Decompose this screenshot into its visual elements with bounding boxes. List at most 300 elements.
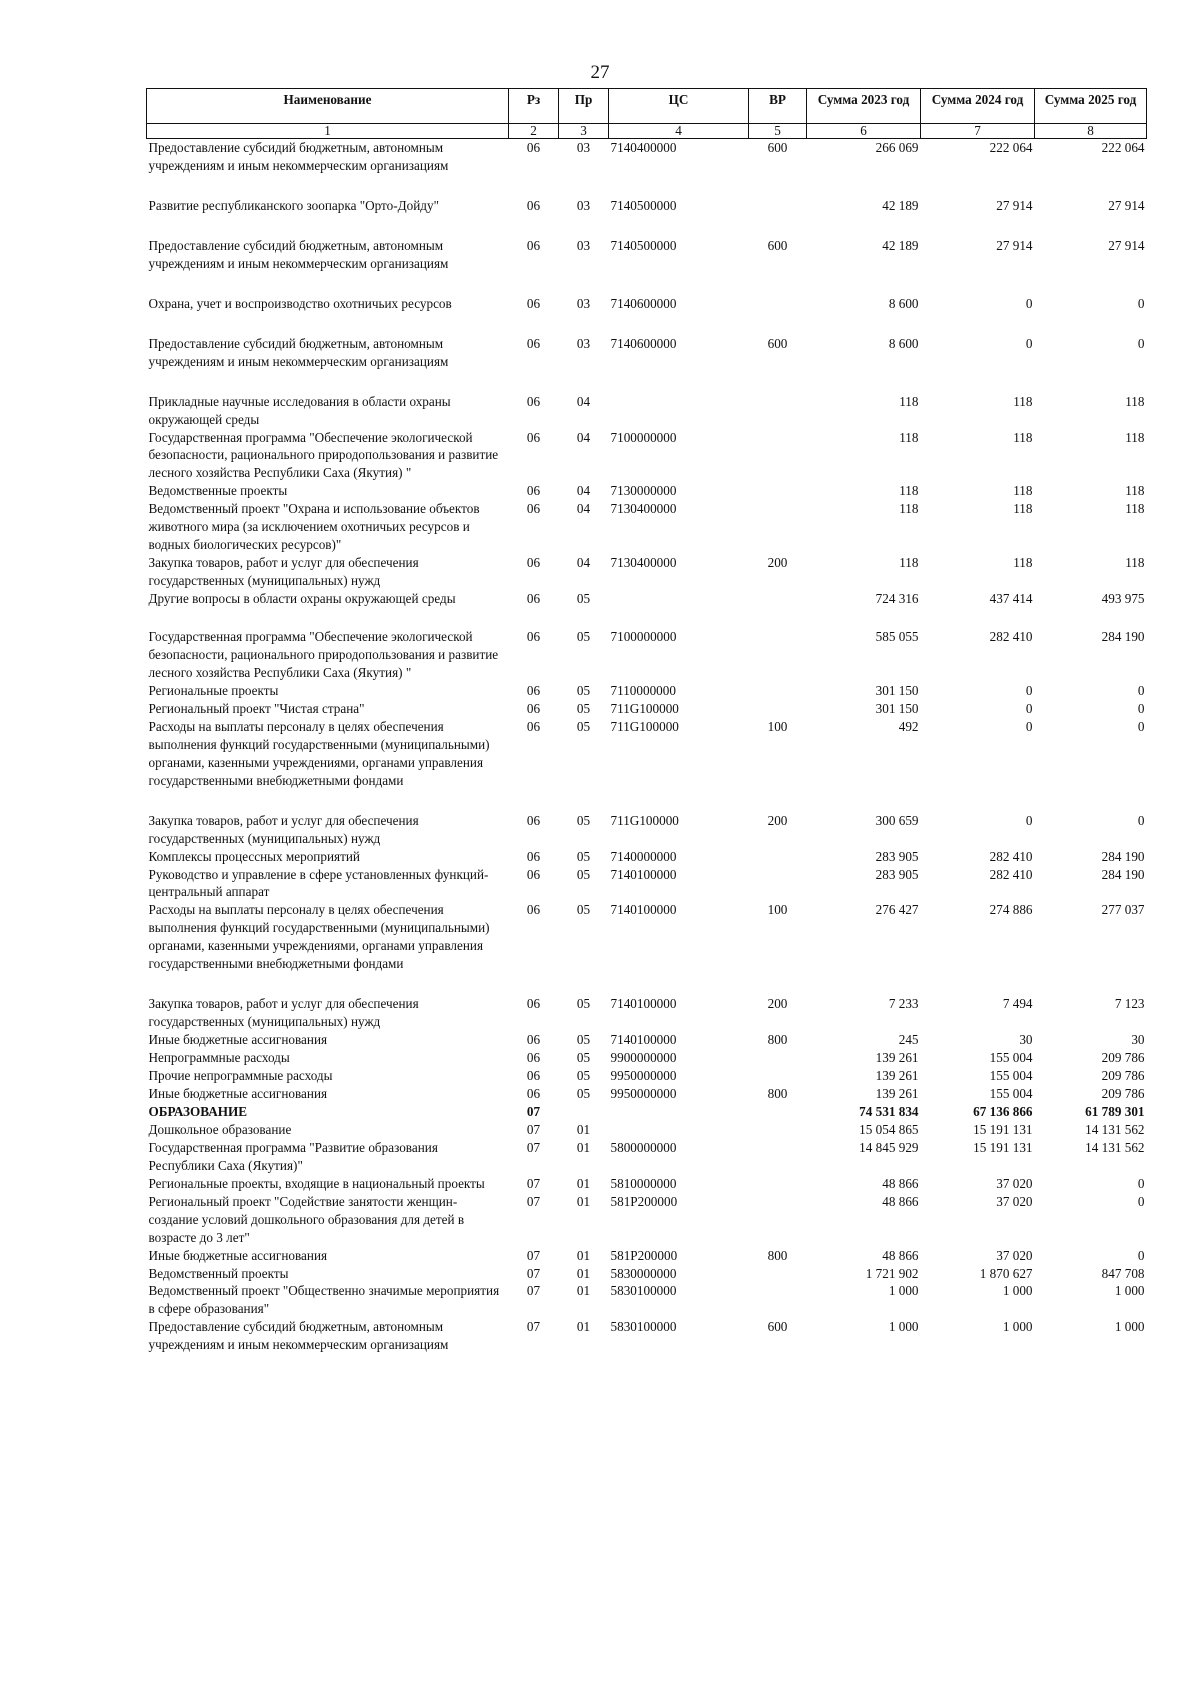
row-vr [749,482,807,500]
row-pr: 05 [576,1085,591,1101]
row-vr: 100 [767,902,788,918]
row-rz: 06 [526,1032,541,1048]
row-name: Развитие республиканского зоопарка "Орто-Дойду" [148,197,439,213]
table-row [147,1121,1147,1139]
row-cs: 7140100000 [610,866,677,882]
row-sum-2024: 282 410 [989,848,1033,864]
table-row [147,500,1147,554]
page-number: 27 [590,62,610,83]
row-sum-2025: 0 [1137,1247,1145,1263]
table-row [147,197,1147,237]
row-cs: 7140000000 [610,848,677,864]
row-name: Иные бюджетные ассигнования [148,1032,328,1048]
row-sum-2024: 0 [1025,682,1033,698]
table-body [147,139,1147,1355]
row-rz: 07 [526,1103,541,1119]
row-cs: 5830100000 [610,1319,677,1335]
row-vr [749,848,807,866]
row-cs: 9950000000 [610,1068,677,1084]
table-row [147,718,1147,812]
row-vr [749,1103,807,1121]
row-sum-2024: 282 410 [989,866,1033,882]
row-sum-2025: 27 914 [1108,237,1145,253]
row-sum-2023: 1 721 902 [865,1265,919,1281]
row-sum-2023: 118 [899,483,919,499]
row-sum-2023: 74 531 834 [859,1103,919,1119]
row-cs: 711G100000 [610,812,679,828]
row-name: Другие вопросы в области охраны окружающей среды [148,591,456,607]
table-row [147,237,1147,295]
row-vr: 600 [767,1319,788,1335]
header-pr: Пр [559,89,609,124]
row-sum-2023: 492 [898,718,919,734]
row-cs [609,1121,749,1139]
row-sum-2023: 266 069 [875,140,919,155]
table-row [147,590,1147,628]
header-sum-2025: Сумма 2025 год [1035,89,1147,124]
row-vr [749,866,807,902]
row-pr: 05 [576,700,591,716]
row-sum-2023: 1 000 [888,1283,919,1299]
row-rz: 06 [526,1068,541,1084]
row-vr: 600 [767,335,788,351]
row-pr: 05 [576,848,591,864]
row-sum-2024: 37 020 [996,1175,1033,1191]
row-vr: 600 [767,237,788,253]
table-row [147,848,1147,866]
row-pr: 05 [576,812,591,828]
row-pr: 03 [576,197,591,213]
row-cs: 7130400000 [610,555,677,571]
row-vr [749,1265,807,1283]
row-rz: 06 [526,629,541,645]
row-vr: 800 [767,1032,788,1048]
row-cs [609,590,749,628]
table-row [147,429,1147,483]
row-sum-2025: 847 708 [1101,1265,1145,1281]
row-pr: 01 [576,1319,591,1335]
row-name: Государственная программа "Обеспечение экологической безопасности, рационального природопользования и развитие лесного хозяйства Республики Саха (Якутия) " [148,429,499,481]
row-rz: 06 [526,483,541,499]
row-vr [749,1121,807,1139]
row-rz: 06 [526,1085,541,1101]
row-sum-2024: 222 064 [989,140,1033,155]
row-sum-2023: 42 189 [882,197,919,213]
row-rz: 07 [526,1265,541,1281]
row-rz: 06 [526,1050,541,1066]
row-pr: 01 [576,1175,591,1191]
row-name: Государственная программа "Обеспечение экологической безопасности, рационального природопользования и развитие лесного хозяйства Республики Саха (Якутия) " [148,629,499,680]
row-rz: 06 [526,996,541,1012]
row-sum-2025: 209 786 [1101,1068,1145,1084]
row-pr: 01 [576,1193,591,1209]
row-vr: 100 [767,718,788,734]
row-cs: 7140100000 [610,902,677,918]
row-sum-2025: 209 786 [1101,1050,1145,1066]
row-sum-2024: 67 136 866 [973,1103,1033,1119]
table-row [147,682,1147,700]
row-sum-2025: 0 [1137,812,1145,828]
row-name: Иные бюджетные ассигнования [148,1085,328,1101]
row-sum-2024: 118 [1013,555,1033,571]
row-cs: 7130000000 [610,483,677,499]
row-sum-2023: 7 233 [888,996,919,1012]
row-sum-2024: 37 020 [996,1193,1033,1209]
table-row [147,295,1147,335]
row-rz: 06 [526,295,541,311]
table-row [147,335,1147,393]
row-rz: 06 [526,429,541,445]
row-sum-2024: 282 410 [989,629,1033,645]
row-pr: 05 [576,996,591,1012]
row-vr [749,295,807,335]
row-cs: 7130400000 [610,501,677,517]
row-sum-2025: 27 914 [1108,197,1145,213]
row-cs: 5800000000 [610,1139,677,1155]
row-cs: 5830000000 [610,1265,677,1281]
row-sum-2024: 27 914 [996,197,1033,213]
row-pr: 03 [576,335,591,351]
row-vr [749,1067,807,1085]
table-row [147,1282,1147,1318]
row-sum-2023: 283 905 [875,848,919,864]
row-cs: 711G100000 [610,700,679,716]
row-vr [749,590,807,628]
row-sum-2025: 1 000 [1114,1319,1145,1335]
header-sum-2024: Сумма 2024 год [921,89,1035,124]
row-sum-2024: 15 191 131 [973,1139,1033,1155]
row-sum-2023: 301 150 [875,682,919,698]
column-number: 2 [509,124,559,139]
row-cs: 7140100000 [610,996,677,1012]
row-name: Охрана, учет и воспроизводство охотничьих ресурсов [148,295,452,311]
row-vr [749,1193,807,1247]
row-pr: 03 [576,140,591,155]
header-name: Наименование [147,89,509,124]
row-rz: 06 [526,812,541,828]
row-sum-2024: 118 [1013,501,1033,517]
row-cs: 7140400000 [610,140,677,155]
row-pr: 05 [576,902,591,918]
header-row [147,89,1147,124]
column-number: 5 [749,124,807,139]
row-pr: 04 [576,393,591,409]
row-sum-2024: 30 [1019,1032,1033,1048]
table-row [147,393,1147,429]
table-row [147,628,1147,682]
table-row [147,1031,1147,1049]
row-pr: 01 [576,1121,591,1137]
row-pr: 04 [576,483,591,499]
row-sum-2023: 8 600 [888,335,919,351]
row-sum-2024: 0 [1025,295,1033,311]
table-row [147,1085,1147,1103]
table-row [147,995,1147,1031]
row-name: Ведомственный проект "Общественно значимые мероприятия в сфере образования" [148,1283,500,1317]
row-sum-2025: 0 [1137,335,1145,351]
row-cs: 7140500000 [610,197,677,213]
row-name: Региональный проект "Чистая страна" [148,700,365,716]
row-name: Закупка товаров, работ и услуг для обеспечения государственных (муниципальных) нужд [148,996,419,1030]
row-sum-2025: 0 [1137,1193,1145,1209]
row-pr: 03 [576,237,591,253]
row-vr [749,1049,807,1067]
row-cs: 7140500000 [610,237,677,253]
row-rz: 07 [526,1247,541,1263]
row-name: Региональный проект "Содействие занятости женщин-создание условий дошкольного образования для детей в возрасте до 3 лет" [148,1193,465,1245]
row-sum-2025: 30 [1131,1032,1145,1048]
row-name: Непрограммные расходы [148,1050,290,1066]
row-sum-2024: 27 914 [996,237,1033,253]
table-row [147,866,1147,902]
row-sum-2024: 437 414 [989,591,1033,607]
row-vr [749,1282,807,1318]
row-sum-2023: 1 000 [888,1319,919,1335]
row-name: Прочие непрограммные расходы [148,1068,333,1084]
row-name: Дошкольное образование [148,1121,292,1137]
row-sum-2025: 222 064 [1101,140,1145,155]
row-pr: 05 [576,718,591,734]
row-pr [559,1103,609,1121]
row-sum-2025: 118 [1125,483,1145,499]
column-number: 1 [147,124,509,139]
row-sum-2025: 284 190 [1101,866,1145,882]
row-pr: 05 [576,866,591,882]
row-sum-2023: 139 261 [875,1068,919,1084]
row-sum-2025: 14 131 562 [1085,1139,1145,1155]
row-rz: 07 [526,1283,541,1299]
row-vr: 800 [767,1247,788,1263]
row-sum-2024: 1 000 [1002,1283,1033,1299]
row-name: Государственная программа "Развитие образования Республики Саха (Якутия)" [148,1139,438,1173]
row-name: Предоставление субсидий бюджетным, автономным учреждениям и иным некоммерческим организациям [148,335,449,369]
row-sum-2025: 284 190 [1101,629,1145,645]
row-vr: 200 [767,555,788,571]
row-sum-2025: 277 037 [1101,902,1145,918]
column-number-row [147,124,1147,139]
row-sum-2024: 118 [1013,483,1033,499]
row-sum-2024: 37 020 [996,1247,1033,1263]
row-sum-2024: 155 004 [989,1085,1033,1101]
table-row [147,1265,1147,1283]
row-vr [749,682,807,700]
row-sum-2025: 284 190 [1101,848,1145,864]
row-name: Предоставление субсидий бюджетным, автономным учреждениям и иным некоммерческим организациям [148,1319,449,1353]
table-row [147,901,1147,995]
row-sum-2023: 48 866 [882,1247,919,1263]
row-sum-2023: 118 [899,501,919,517]
table-row [147,1067,1147,1085]
row-sum-2024: 1 870 627 [979,1265,1033,1281]
column-number: 3 [559,124,609,139]
header-sum-2023: Сумма 2023 год [807,89,921,124]
row-rz: 07 [526,1319,541,1335]
row-name: Иные бюджетные ассигнования [148,1247,328,1263]
header-vr: ВР [749,89,807,124]
row-cs [609,1103,749,1121]
row-sum-2024: 0 [1025,700,1033,716]
row-sum-2023: 276 427 [875,902,919,918]
row-sum-2025: 0 [1137,682,1145,698]
row-name: Ведомственные проекты [148,483,288,499]
table-row [147,1139,1147,1175]
row-sum-2025: 0 [1137,1175,1145,1191]
row-sum-2025: 118 [1125,501,1145,517]
row-name: Региональные проекты, входящие в национальный проекты [148,1175,485,1191]
row-sum-2023: 118 [899,393,919,409]
row-sum-2023: 301 150 [875,700,919,716]
row-rz: 06 [526,848,541,864]
row-cs: 7100000000 [610,629,677,645]
row-name: Предоставление субсидий бюджетным, автономным учреждениям и иным некоммерческим организациям [148,140,449,173]
row-sum-2025: 493 975 [1101,591,1145,607]
row-vr [749,1175,807,1193]
row-sum-2025: 0 [1137,718,1145,734]
row-name: Комплексы процессных мероприятий [148,848,360,864]
row-vr: 800 [767,1085,788,1101]
column-number: 8 [1035,124,1147,139]
row-pr: 04 [576,429,591,445]
row-name: Предоставление субсидий бюджетным, автономным учреждениям и иным некоммерческим организациям [148,237,449,271]
table-row [147,1103,1147,1121]
row-vr [749,500,807,554]
row-rz: 06 [526,700,541,716]
row-sum-2024: 118 [1013,393,1033,409]
row-vr [749,197,807,237]
column-number: 4 [609,124,749,139]
row-rz: 06 [526,501,541,517]
row-rz: 07 [526,1139,541,1155]
row-sum-2025: 61 789 301 [1085,1103,1145,1119]
row-sum-2025: 209 786 [1101,1085,1145,1101]
row-cs: 5830100000 [610,1283,677,1299]
row-sum-2023: 42 189 [882,237,919,253]
row-rz: 06 [526,393,541,409]
row-rz: 07 [526,1193,541,1209]
row-rz: 06 [526,902,541,918]
row-sum-2024: 7 494 [1002,996,1033,1012]
row-name: ОБРАЗОВАНИЕ [148,1103,248,1119]
table-row [147,812,1147,848]
row-sum-2023: 139 261 [875,1085,919,1101]
row-sum-2024: 1 000 [1002,1319,1033,1335]
row-rz: 06 [526,682,541,698]
row-pr: 01 [576,1283,591,1299]
row-sum-2023: 118 [899,429,919,445]
row-name: Прикладные научные исследования в области охраны окружающей среды [148,393,451,427]
row-pr: 05 [576,1068,591,1084]
row-rz: 06 [526,237,541,253]
row-sum-2024: 0 [1025,335,1033,351]
header-cs: ЦС [609,89,749,124]
row-sum-2023: 14 845 929 [859,1139,919,1155]
row-name: Расходы на выплаты персоналу в целях обеспечения выполнения функций государственными (муниципальными) органами, казенными учреждениями, органами управления государственными внебюджетными фондами [148,718,490,788]
row-sum-2023: 118 [899,555,919,571]
row-sum-2024: 274 886 [989,902,1033,918]
row-cs: 7140600000 [610,295,677,311]
row-sum-2025: 118 [1125,393,1145,409]
row-cs: 7140600000 [610,335,677,351]
row-pr: 05 [576,591,591,607]
row-rz: 06 [526,591,541,607]
row-name: Руководство и управление в сфере установленных функций-центральный аппарат [148,866,489,900]
row-name: Расходы на выплаты персоналу в целях обеспечения выполнения функций государственными (муниципальными) органами, казенными учреждениями, органами управления государственными внебюджетными фондами [148,902,490,972]
row-rz: 07 [526,1175,541,1191]
row-rz: 06 [526,555,541,571]
row-vr [749,628,807,682]
row-vr: 200 [767,812,788,828]
row-pr: 04 [576,555,591,571]
row-cs: 581P200000 [610,1193,678,1209]
row-vr [749,429,807,483]
row-vr: 600 [767,140,788,155]
row-vr: 200 [767,996,788,1012]
row-rz: 06 [526,718,541,734]
row-sum-2025: 0 [1137,700,1145,716]
row-sum-2023: 283 905 [875,866,919,882]
row-sum-2023: 48 866 [882,1193,919,1209]
row-sum-2023: 139 261 [875,1050,919,1066]
column-number: 6 [807,124,921,139]
row-sum-2025: 118 [1125,429,1145,445]
row-pr: 05 [576,1032,591,1048]
row-pr: 01 [576,1247,591,1263]
row-name: Ведомственный проекты [148,1265,289,1281]
column-number: 7 [921,124,1035,139]
table-row [147,554,1147,590]
row-sum-2024: 118 [1013,429,1033,445]
row-rz: 06 [526,197,541,213]
row-sum-2023: 245 [898,1032,919,1048]
row-sum-2023: 8 600 [888,295,919,311]
row-sum-2024: 155 004 [989,1068,1033,1084]
table-row [147,1049,1147,1067]
row-cs: 7140100000 [610,1032,677,1048]
row-sum-2025: 1 000 [1114,1283,1145,1299]
row-name: Закупка товаров, работ и услуг для обеспечения государственных (муниципальных) нужд [148,812,419,846]
budget-table [146,88,1147,1354]
row-cs: 9950000000 [610,1085,677,1101]
row-rz: 06 [526,866,541,882]
row-cs: 711G100000 [610,718,679,734]
row-sum-2023: 15 054 865 [859,1121,919,1137]
row-sum-2025: 7 123 [1114,996,1145,1012]
row-sum-2023: 724 316 [875,591,919,607]
row-vr [749,700,807,718]
row-sum-2023: 48 866 [882,1175,919,1191]
row-pr: 03 [576,295,591,311]
table-row [147,139,1147,197]
row-sum-2025: 118 [1125,555,1145,571]
row-vr [749,393,807,429]
row-cs: 7110000000 [610,682,676,698]
row-cs: 7100000000 [610,429,677,445]
table-row [147,1247,1147,1265]
row-cs [609,393,749,429]
row-sum-2024: 15 191 131 [973,1121,1033,1137]
row-cs: 5810000000 [610,1175,677,1191]
row-sum-2025: 0 [1137,295,1145,311]
table-row [147,482,1147,500]
row-pr: 01 [576,1265,591,1281]
row-cs: 9900000000 [610,1050,677,1066]
row-pr: 05 [576,682,591,698]
row-sum-2024: 0 [1025,718,1033,734]
row-sum-2025: 14 131 562 [1085,1121,1145,1137]
row-vr [749,1139,807,1175]
row-rz: 06 [526,140,541,155]
row-pr: 05 [576,629,591,645]
